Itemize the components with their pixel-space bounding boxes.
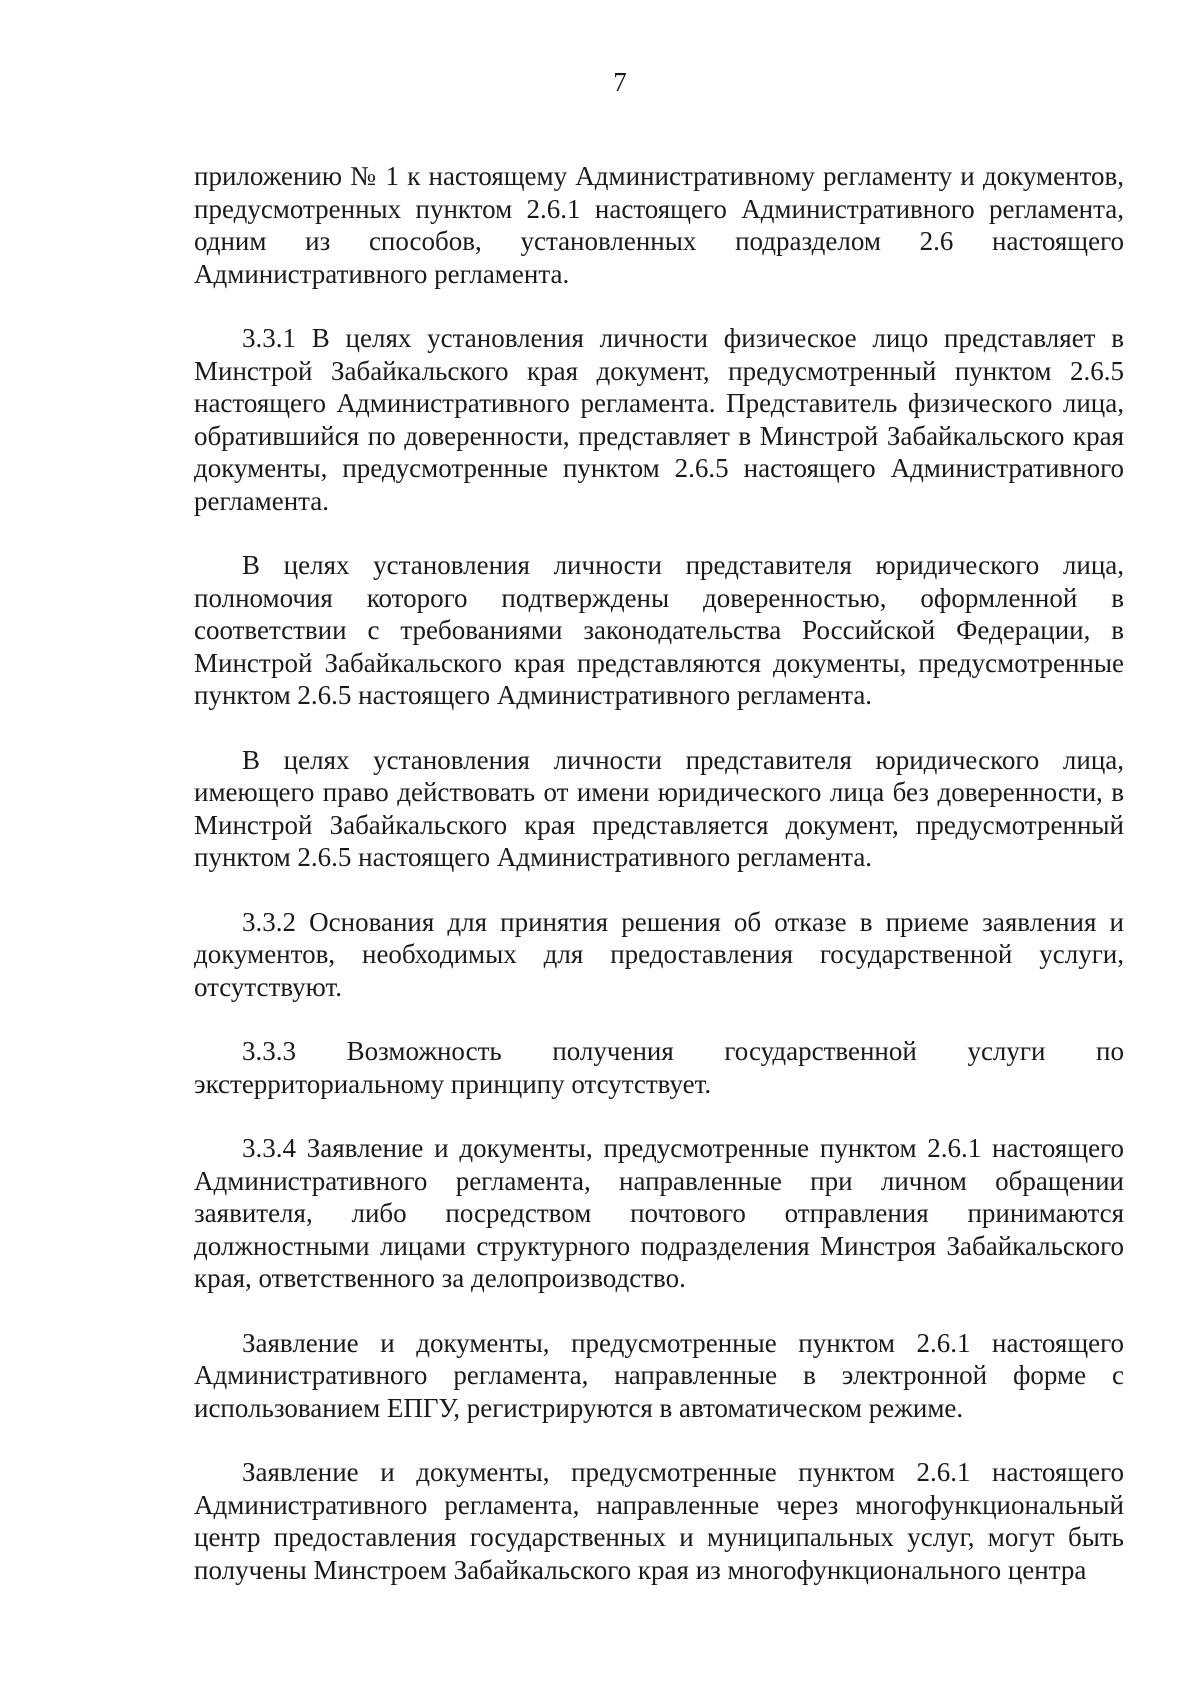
paragraph-representative-by-proxy: В целях установления личности представителя юридического лица, полномочия которого подтверждены доверенностью, оформленной в соответствии с требованиями законодательства Российской Федерации, в Минстрой Забайкальского края представляются документы, предусмотренные пунктом 2.6.5 настоящего Административного регламента. [194, 550, 1124, 710]
paragraph-3-3-2: 3.3.2 Основания для принятия решения об отказе в приеме заявления и документов, необходимых для предоставления государственной услуги, отсутствуют. [194, 906, 1124, 1002]
paragraph-mfc-receipt: Заявление и документы, предусмотренные пунктом 2.6.1 настоящего Административного регламента, направленные через многофункциональный центр предоставления государственных и муниципальных услуг, могут быть получены Минстроем Забайкальского края из многофункционального центра [194, 1457, 1124, 1585]
paragraph-3-3-4: 3.3.4 Заявление и документы, предусмотренные пунктом 2.6.1 настоящего Административного регламента, направленные при личном обращении заявителя, либо посредством почтового отправления принимаются должностными лицами структурного подразделения Минстроя Забайкальского края, ответственного за делопроизводство. [194, 1133, 1124, 1293]
paragraph-3-3-1: 3.3.1 В целях установления личности физическое лицо представляет в Минстрой Забайкальского края документ, предусмотренный пунктом 2.6.5 настоящего Административного регламента. Представитель физического лица, обратившийся по доверенности, представляет в Минстрой Забайкальского края документы, предусмотренные пунктом 2.6.5 настоящего Административного регламента. [194, 323, 1124, 516]
paragraph-continuation: приложению № 1 к настоящему Административному регламенту и документов, предусмотренных пунктом 2.6.1 настоящего Административного регламента, одним из способов, установленных подразделом 2.6 настоящего Административного регламента. [194, 161, 1124, 289]
paragraph-3-3-3: 3.3.3 Возможность получения государственной услуги по экстерриториальному принципу отсутствует. [194, 1036, 1124, 1099]
paragraph-epgu-registration: Заявление и документы, предусмотренные пунктом 2.6.1 настоящего Административного регламента, направленные в электронной форме с использованием ЕПГУ, регистрируются в автоматическом режиме. [194, 1327, 1124, 1423]
paragraph-representative-without-proxy: В целях установления личности представителя юридического лица, имеющего право действовать от имени юридического лица без доверенности, в Минстрой Забайкальского края представляется документ, предусмотренный пунктом 2.6.5 настоящего Административного регламента. [194, 744, 1124, 872]
document-body [194, 160, 1124, 1618]
page-number: 7 [613, 67, 627, 97]
